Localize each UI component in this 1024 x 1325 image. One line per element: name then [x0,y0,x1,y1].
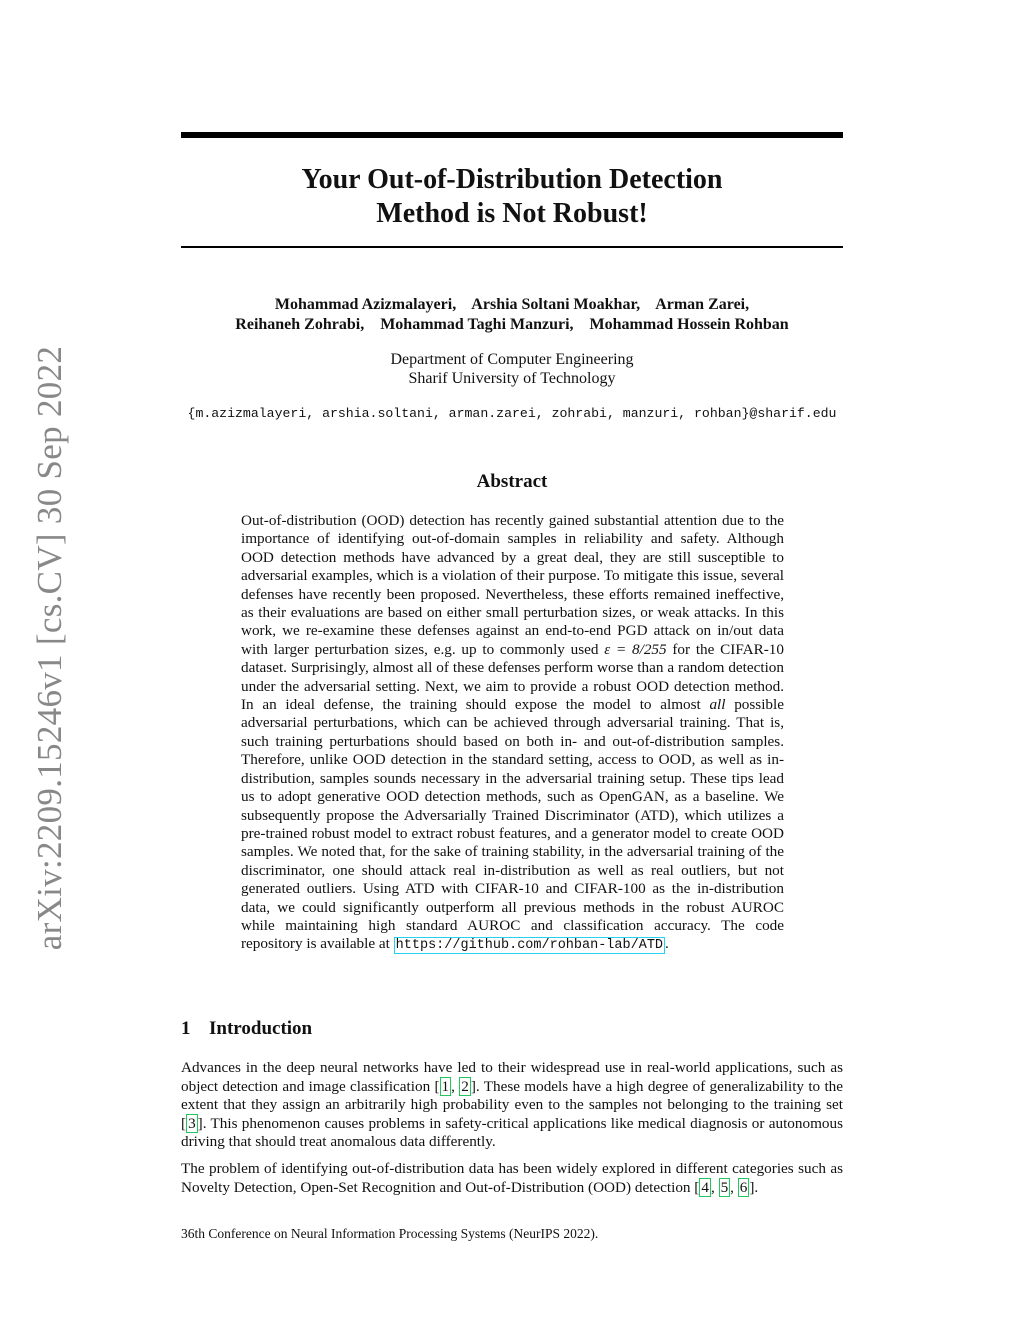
citation-link[interactable]: 1 [441,1077,450,1095]
intro-p2-sep-1: , [710,1178,719,1196]
epsilon-math: ε = 8/255 [604,640,667,658]
title-rule-top [181,132,843,138]
abstract-end: . [665,935,669,953]
arxiv-stamp [28,345,72,951]
citation-link[interactable]: 4 [701,1178,709,1196]
intro-p2-sep-2: , [730,1178,738,1196]
intro-p2-end: ]. [749,1178,759,1196]
intro-p1-text-a: Advances in the deep neural networks have led to their widespread use in real-world applications, such as object detection and image classification [ [181,1059,843,1095]
title-line-1: Your Out-of-Distribution Detection [301,164,723,195]
arxiv-stamp-text: arXiv:2209.15246v1 [cs.CV] 30 Sep 2022 [30,345,69,951]
paper-title [181,163,843,231]
abstract-text-2: for the CIFAR-10 dataset. Surprisingly, almost all of these defenses perform worse than a random detection under the adversarial setting. Next, we aim to provide a robust OOD detection method. In an ideal defense, the training should expose the model to almost [241,640,784,714]
author-list [181,295,843,335]
intro-p2-text-a: The problem of identifying out-of-distribution data has been widely explored in different categories such as Novelty Detection, Open-Set Recognition and Out-of-Distribution (OOD) detection [ [181,1160,843,1196]
intro-p1-text-b: ]. These models have a high degree of generalizability to the extent that they assign an arbitrarily high probability even to the samples not belonging to the training set [ [181,1077,843,1132]
citation-link[interactable]: 6 [739,1178,748,1196]
abstract-emphasis: all [709,696,726,714]
section-number: 1 [181,1018,191,1039]
department: Department of Computer Engineering [390,351,634,368]
citation-link[interactable]: 5 [720,1178,729,1196]
affiliation [181,350,843,388]
intro-p1-text-c: ]. This phenomenon causes problems in safety-critical applications like medical diagnosis or autonomous driving that should treat anomalous data differently. [181,1114,843,1150]
title-line-2: Method is Not Robust! [376,198,648,229]
intro-p1-sep: , [451,1077,460,1095]
abstract-text-3: possible adversarial perturbations, which can be achieved through adversarial training. That is, such training perturbations should based on both in- and out-of-distribution samples. Therefore, unlike OOD detection in the standard setting, access to OOD, as well as in-distribution, samples sounds necessary in the adversarial training setup. These tips lead us to adopt generative OOD detection methods, such as OpenGAN, as a baseline. We subsequently propose the Adversarially Trained Discriminator (ATD), which utilizes a pre-trained robust model to extract robust features, and a generator model to create OOD samples. We noted that, for the sake of training stability, in the adversarial training of the discriminator, one should attack real in-distribution as well as real outliers, but not generated outliers. Using ATD with CIFAR-10 and CIFAR-100 as the in-distribution data, we could significantly outperform all previous methods in the robust AUROC while maintaining high standard AUROC and classification accuracy. The code repository is available at [241,696,784,953]
authors-line-2: Reihaneh Zohrabi, Mohammad Taghi Manzuri, Mohammad Hossein Rohban [235,316,789,333]
university: Sharif University of Technology [408,370,616,387]
citation-link[interactable]: 3 [188,1114,196,1132]
abstract-text-1: Out-of-distribution (OOD) detection has recently gained substantial attention due to the importance of identifying out-of-domain samples in reliability and safety. Although OOD detection methods have advanced by a great deal, they are still susceptible to adversarial examples, which is a violation of their purpose. To mitigate this issue, several defenses have recently been proposed. Nevertheless, these efforts remained ineffective, as their evaluations are based on either small perturbation sizes, or weak attacks. In this work, we re-examine these defenses against an end-to-end PGD attack on in/out data with larger perturbation sizes, e.g. up to commonly used [241,512,784,658]
code-repository-link[interactable]: https://github.com/rohban-lab/ATD [395,938,664,954]
section-title: Introduction [209,1018,313,1039]
authors-line-1: Mohammad Azizmalayeri, Arshia Soltani Moakhar, Arman Zarei, [274,296,750,313]
conference-footnote: 36th Conference on Neural Information Processing Systems (NeurIPS 2022). [181,1226,599,1241]
intro-paragraph-1 [181,1059,843,1152]
intro-paragraph-2 [181,1160,843,1197]
citation-link[interactable]: 2 [461,1077,469,1095]
title-rule-bottom [181,246,843,248]
author-emails: {m.azizmalayeri, arshia.soltani, arman.zarei, zohrabi, manzuri, rohban}@sharif.edu [187,406,837,421]
abstract-body [241,512,784,956]
abstract-heading: Abstract [476,471,548,492]
section-heading-introduction [181,1018,312,1040]
